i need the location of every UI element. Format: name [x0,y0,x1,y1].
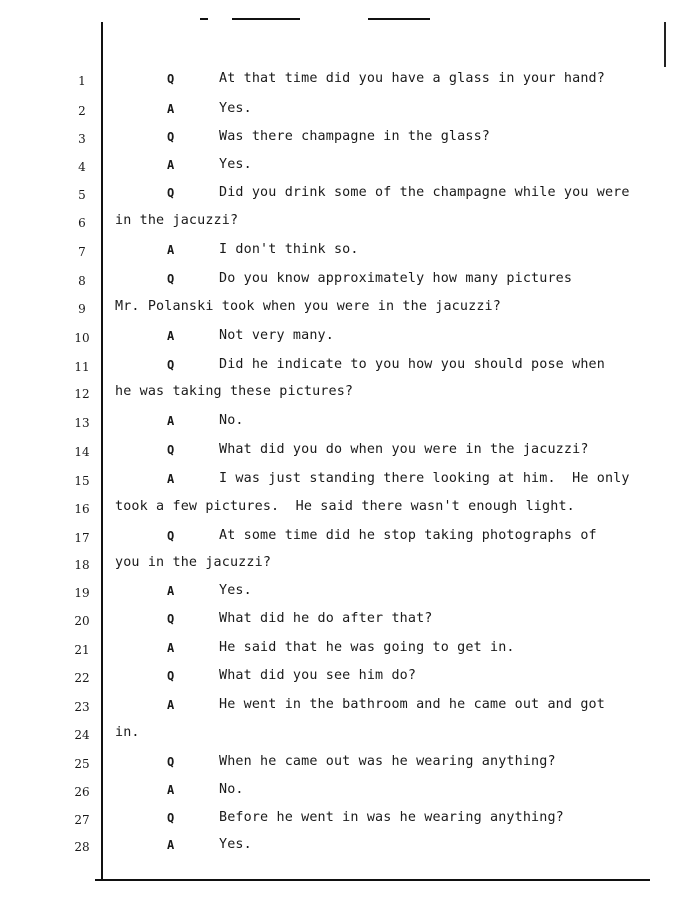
question-marker: Q [167,669,175,683]
line-text: Did you drink some of the champagne while you were [219,185,630,200]
line-number: 5 [78,188,86,202]
question-marker: Q [167,529,175,543]
question-marker: Q [167,358,175,372]
line-text: No. [219,413,244,428]
line-number: 10 [74,331,90,345]
line-text: I was just standing there looking at him. He only [219,471,630,486]
line-text: you in the jacuzzi? [115,555,272,570]
line-number: 26 [74,785,90,799]
answer-marker: A [167,329,175,343]
line-number: 18 [74,558,90,572]
left-margin-rule [101,22,103,880]
line-number: 1 [78,74,86,88]
line-number: 12 [74,387,90,401]
line-text: Yes. [219,101,252,116]
line-number: 16 [74,502,90,516]
answer-marker: A [167,698,175,712]
line-number: 24 [74,728,90,742]
line-text: Yes. [219,837,252,852]
line-text: Yes. [219,157,252,172]
question-marker: Q [167,186,175,200]
question-marker: Q [167,755,175,769]
line-text: Do you know approximately how many pictures [219,271,573,286]
line-number: 4 [78,160,86,174]
line-text: in the jacuzzi? [115,213,239,228]
line-number: 8 [78,274,86,288]
right-margin-rule [664,22,666,67]
line-number: 9 [78,302,86,316]
question-marker: Q [167,443,175,457]
line-text: At some time did he stop taking photographs of [219,528,597,543]
line-number: 22 [74,671,90,685]
line-text: What did you see him do? [219,668,417,683]
line-text: Not very many. [219,328,334,343]
line-number: 13 [74,416,90,430]
line-number: 3 [78,132,86,146]
line-number: 28 [74,840,90,854]
line-number: 15 [74,474,90,488]
answer-marker: A [167,641,175,655]
question-marker: Q [167,130,175,144]
line-text: Did he indicate to you how you should pose when [219,357,605,372]
line-text: I don't think so. [219,242,359,257]
line-text: he was taking these pictures? [115,384,354,399]
line-text: When he came out was he wearing anything? [219,754,556,769]
line-text: At that time did you have a glass in your hand? [219,71,605,86]
answer-marker: A [167,243,175,257]
line-number: 17 [74,531,90,545]
line-number: 19 [74,586,90,600]
line-number: 21 [74,643,90,657]
answer-marker: A [167,102,175,116]
answer-marker: A [167,158,175,172]
line-number: 27 [74,813,90,827]
line-text: What did you do when you were in the jacuzzi? [219,442,589,457]
line-number: 7 [78,245,86,259]
line-text: Was there champagne in the glass? [219,129,490,144]
question-marker: Q [167,72,175,86]
answer-marker: A [167,472,175,486]
line-text: in. [115,725,140,740]
line-text: took a few pictures. He said there wasn't enough light. [115,499,575,514]
answer-marker: A [167,838,175,852]
answer-marker: A [167,584,175,598]
top-rule-middle [232,18,300,20]
line-text: No. [219,782,244,797]
top-rule-left [200,18,208,20]
line-number: 25 [74,757,90,771]
line-number: 6 [78,216,86,230]
line-number: 23 [74,700,90,714]
line-text: Yes. [219,583,252,598]
top-rule-right [368,18,430,20]
line-text: He went in the bathroom and he came out and got [219,697,605,712]
bottom-rule [95,879,650,881]
line-text: He said that he was going to get in. [219,640,515,655]
line-text: Mr. Polanski took when you were in the jacuzzi? [115,299,501,314]
line-number: 14 [74,445,90,459]
question-marker: Q [167,612,175,626]
line-number: 11 [74,360,90,374]
line-number: 20 [74,614,90,628]
question-marker: Q [167,811,175,825]
line-text: What did he do after that? [219,611,433,626]
question-marker: Q [167,272,175,286]
line-text: Before he went in was he wearing anything? [219,810,564,825]
answer-marker: A [167,414,175,428]
line-number: 2 [78,104,86,118]
answer-marker: A [167,783,175,797]
